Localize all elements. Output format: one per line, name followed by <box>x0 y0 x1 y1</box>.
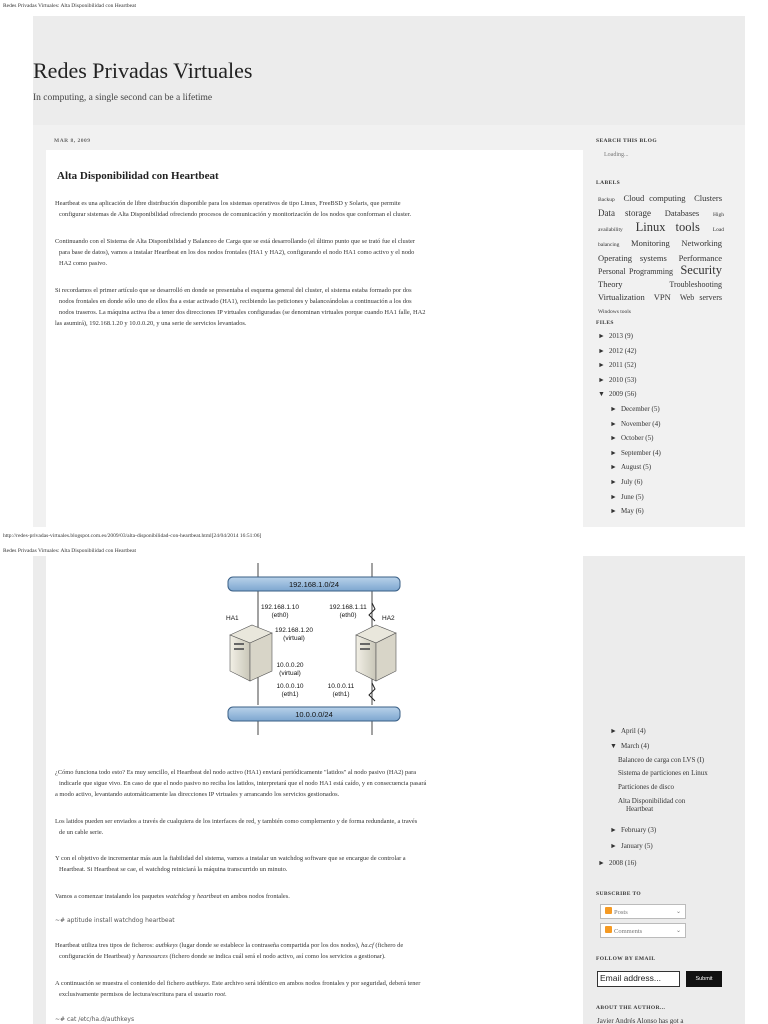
paragraph-2: Continuando con el Sistema de Alta Disponibilidad y Balanceo de Carga que se está desarrollando (el último punto que se trató fue el cluster para base de datos), vamos a instalar Heartbeat en los dos nodos frontales (HA1 y HA2), configurando el nodo HA1 como activo y el nodo HA2 como pasivo. <box>55 238 415 267</box>
subscribe-posts-label: Posts <box>614 909 628 916</box>
archive-item[interactable] <box>610 826 656 834</box>
archive-item[interactable] <box>598 376 636 384</box>
labels-title: LABELS <box>596 180 621 186</box>
collapsed-triangle-icon[interactable]: ► <box>598 859 605 867</box>
archive-item[interactable] <box>610 727 646 735</box>
archive-label[interactable]: November (4) <box>621 419 661 428</box>
vip2-label: (virtual) <box>279 670 301 677</box>
print-footer-url: http://redes-privadas-virtuales.blogspot.com.es/2009/03/alta-disponibilidad-con-heartbeat.html[24/04/2014 16:51:06] <box>3 533 262 539</box>
ha1-eth0-label: (eth0) <box>271 612 289 619</box>
vip2-ip: 10.0.0.20 <box>276 662 304 669</box>
about-title: ABOUT THE AUTHOR... <box>596 1005 666 1011</box>
code-block: ~# aptitude install watchdog heartbeat <box>55 917 175 924</box>
vip1-ip: 192.168.1.20 <box>275 627 313 634</box>
label-link[interactable]: Troubleshooting <box>669 280 722 289</box>
collapsed-triangle-icon[interactable]: ► <box>610 434 617 443</box>
server-ha1-icon <box>230 625 272 681</box>
archive-item[interactable] <box>618 783 674 791</box>
follow-title: FOLLOW BY EMAIL <box>596 956 656 962</box>
collapsed-triangle-icon[interactable]: ► <box>598 361 605 370</box>
ha2-eth0-ip: 192.168.1.11 <box>329 604 367 611</box>
archive-label[interactable]: October (5) <box>621 434 654 443</box>
submit-button[interactable]: Submit <box>686 971 722 987</box>
archive-label[interactable]: June (5) <box>621 492 644 501</box>
archive-item[interactable] <box>598 332 633 340</box>
label-link[interactable]: Windows tools <box>598 309 631 315</box>
search-title: SEARCH THIS BLOG <box>596 138 658 144</box>
ha2-label: HA2 <box>382 615 395 622</box>
collapsed-triangle-icon[interactable]: ► <box>598 375 605 384</box>
search-loading: Loading... <box>604 152 629 158</box>
paragraph-1: Heartbeat es una aplicación de libre distribución disponible para los sistemas operativos de tipo Linux, FreeBSD y Solaris, que permite configurar sistemas de Alta Disponibilidad ofreciendo procesos de comunicación y monitorización de los nodos que conforman el cluster. <box>55 200 412 218</box>
network-diagram <box>220 563 410 735</box>
archive-item[interactable] <box>610 449 661 457</box>
ha1-eth1-ip: 10.0.0.10 <box>276 683 304 690</box>
ha1-eth0-ip: 192.168.1.10 <box>261 604 299 611</box>
about-text: Javier Andrés Alonso has got a <box>597 1017 684 1024</box>
label-link[interactable]: Databases <box>664 208 700 218</box>
collapsed-triangle-icon[interactable]: ► <box>598 332 605 340</box>
collapsed-triangle-icon[interactable]: ► <box>610 463 617 472</box>
archive-label[interactable]: February (3) <box>621 826 657 834</box>
dropdown-icon: ⌄ <box>675 928 681 934</box>
blog-title[interactable]: Redes Privadas Virtuales <box>33 58 253 83</box>
code-block: ~# cat /etc/ha.d/authkeys <box>55 1016 135 1023</box>
ha2-eth1-label: (eth1) <box>332 691 350 698</box>
label-link[interactable]: Virtualization <box>598 292 645 302</box>
paragraph-8: Heartbeat utiliza tres tipos de ficheros: authkeys (lugar donde se establece la contraseña compartida por los dos nodos), ha.cf (fichero de configuración de Heartbeat) y haresources (fichero donde se indica cuál será el nodo activo, así como los servicios a gestionar). <box>55 942 404 960</box>
archive-label[interactable]: 2010 (53) <box>609 375 637 384</box>
print-header: Redes Privadas Virtuales: Alta Disponibilidad con Heartbeat <box>3 3 137 9</box>
archive-item[interactable] <box>598 347 636 355</box>
rss-feed-icon <box>605 926 612 933</box>
archive-item[interactable] <box>618 769 708 777</box>
archive-item[interactable] <box>610 742 649 750</box>
net-top-label: 192.168.1.0/24 <box>288 580 340 589</box>
archive-item[interactable] <box>598 361 636 369</box>
label-link[interactable]: Monitoring <box>631 238 670 248</box>
archive-label[interactable]: April (4) <box>621 727 646 735</box>
collapsed-triangle-icon[interactable]: ► <box>610 405 617 413</box>
expanded-triangle-icon[interactable]: ▼ <box>598 390 605 399</box>
collapsed-triangle-icon[interactable]: ► <box>610 478 617 486</box>
archive-label[interactable]: January (5) <box>621 842 653 850</box>
label-link[interactable]: Theory <box>598 279 623 289</box>
label-link[interactable]: Backup <box>598 197 615 203</box>
net-bottom-label: 10.0.0.0/24 <box>295 710 333 719</box>
post-date: MAR 8, 2009 <box>54 138 91 144</box>
post-title[interactable]: Alta Disponibilidad con Heartbeat <box>57 170 219 182</box>
archive-label[interactable]: August (5) <box>621 463 652 472</box>
ha2-eth1-ip: 10.0.0.11 <box>327 683 355 690</box>
ha1-eth1-label: (eth1) <box>281 691 299 698</box>
archive-label[interactable]: Sistema de particiones en Linux <box>618 769 708 777</box>
collapsed-triangle-icon[interactable]: ► <box>610 826 617 834</box>
collapsed-triangle-icon[interactable]: ► <box>610 727 617 735</box>
collapsed-triangle-icon[interactable]: ► <box>598 346 605 355</box>
archive-item[interactable] <box>598 859 636 867</box>
collapsed-triangle-icon[interactable]: ► <box>610 419 617 428</box>
labels-cloud <box>598 191 724 318</box>
expanded-triangle-icon[interactable]: ▼ <box>610 742 617 750</box>
archive-label[interactable]: 2012 (42) <box>609 346 637 355</box>
archive-label[interactable]: Balanceo de carga con LVS (I) <box>618 756 705 764</box>
print-header: Redes Privadas Virtuales: Alta Disponibilidad con Heartbeat <box>3 548 137 554</box>
server-ha2-icon <box>356 625 396 681</box>
archive-item[interactable] <box>610 420 660 428</box>
archive-label[interactable]: 2008 (16) <box>609 859 637 867</box>
collapsed-triangle-icon[interactable]: ► <box>610 842 617 850</box>
archive-label[interactable]: May (6) <box>621 507 644 516</box>
label-link[interactable]: Security <box>680 263 722 277</box>
archive-item[interactable] <box>618 797 685 805</box>
label-link[interactable]: Networking <box>681 238 723 248</box>
collapsed-triangle-icon[interactable]: ► <box>610 492 617 501</box>
paragraph-7: Vamos a comenzar instalando los paquetes watchdog y heartbeat en ambos nodos frontales. <box>55 893 290 900</box>
label-link[interactable]: Personal Programming <box>598 267 673 276</box>
label-link[interactable]: Linux tools <box>635 220 700 234</box>
archive-item[interactable] <box>610 463 651 471</box>
archive-item[interactable] <box>626 805 653 813</box>
archive-label[interactable]: 2013 (9) <box>609 332 633 340</box>
label-link[interactable]: Cloud computing <box>623 193 686 203</box>
archive-item[interactable] <box>610 507 644 515</box>
archive-label[interactable]: 2009 (56) <box>609 390 637 399</box>
archive-label[interactable]: December (5) <box>621 405 660 413</box>
label-link[interactable]: High availability <box>598 212 724 233</box>
collapsed-triangle-icon[interactable]: ► <box>610 448 617 457</box>
ha1-label: HA1 <box>226 615 239 622</box>
archive-item[interactable] <box>610 493 644 501</box>
files-title: FILES <box>596 320 614 326</box>
archive-label[interactable]: 2011 (52) <box>609 361 637 370</box>
archive-item[interactable] <box>618 756 704 764</box>
vip1-label: (virtual) <box>283 635 305 642</box>
archive-label[interactable]: July (6) <box>621 478 643 486</box>
label-link[interactable]: Data storage <box>598 208 651 218</box>
archive-label[interactable]: Heartbeat <box>626 805 654 813</box>
subscribe-posts-button[interactable] <box>600 904 686 919</box>
paragraph-6: Y con el objetivo de incrementar más aun la fiabilidad del sistema, vamos a instalar un watchdog software que se encargue de controlar a Heartbeat. Si Heartbeat se cae, el watchdog reiniciará la máquina transcurrido un minuto. <box>55 855 406 873</box>
archive-label[interactable]: Alta Disponibilidad con <box>618 797 686 805</box>
archive-item[interactable] <box>610 405 660 413</box>
archive-item[interactable] <box>598 390 636 398</box>
paragraph-9: A continuación se muestra el contenido del fichero authkeys. Este archivo será idéntico en ambos nodos frontales y por seguridad, deberá tener exclusivamente permisos de lectura/escritura para el usuario root. <box>55 980 421 998</box>
archive-item[interactable] <box>610 478 643 486</box>
dropdown-icon: ⌄ <box>675 909 681 915</box>
label-link[interactable]: Load balancing <box>598 227 725 248</box>
email-input[interactable]: Email address... <box>597 971 680 987</box>
rss-feed-icon <box>605 907 612 914</box>
ha2-eth0-label: (eth0) <box>339 612 357 619</box>
archive-item[interactable] <box>610 842 653 850</box>
blog-description: In computing, a single second can be a lifetime <box>33 93 213 103</box>
paragraph-3: Si recordamos el primer artículo que se desarrolló en donde se presentaba el esquema general del cluster, el sistema estaba formado por dos nodos frontales en donde sólo uno de ellos iba a estar activado (HA1), recibiendo las peticiones y balanceándolas a continuación a los dos nodos traseros. La máquina activa iba a tener dos direcciones IP virtuales configuradas (se denominan virtuales porque cuando HA1 falle, HA2 las asumirá), 192.168.1.20 y 10.0.0.20, y una serie de servicios levantados. <box>55 287 426 327</box>
label-link[interactable]: Performance <box>678 253 722 263</box>
archive-label[interactable]: Particiones de disco <box>618 783 674 791</box>
paragraph-5: Los latidos pueden ser enviados a través de cualquiera de los interfaces de red, y también como complemento y de forma redundante, a través de un cable serie. <box>55 818 418 836</box>
archive-label[interactable]: March (4) <box>621 742 650 750</box>
paragraph-4: ¿Cómo funciona todo esto? Es muy sencillo, el Heartbeat del nodo activo (HA1) enviará periódicamente "latidos" al nodo pasivo (HA2) para indicarle que sigue vivo. En caso de que el nodo pasivo no reciba los latidos, interpretará que el nodo HA1 está caído, y en consecuencia pasará a modo activo, levantando automáticamente las direcciones IP virtuales y arrancando los servicios gestionados. <box>55 769 427 798</box>
label-link[interactable]: Web servers <box>679 293 723 302</box>
subscribe-comments-label: Comments <box>614 928 643 935</box>
label-link[interactable]: Clusters <box>694 193 723 203</box>
collapsed-triangle-icon[interactable]: ► <box>610 507 617 516</box>
label-link[interactable]: Operating systems <box>598 253 667 263</box>
archive-item[interactable] <box>610 434 653 442</box>
archive-label[interactable]: September (4) <box>621 448 661 457</box>
label-link[interactable]: VPN <box>653 292 671 302</box>
subscribe-title: SUBSCRIBE TO <box>596 891 642 897</box>
subscribe-comments-button[interactable] <box>600 923 686 938</box>
